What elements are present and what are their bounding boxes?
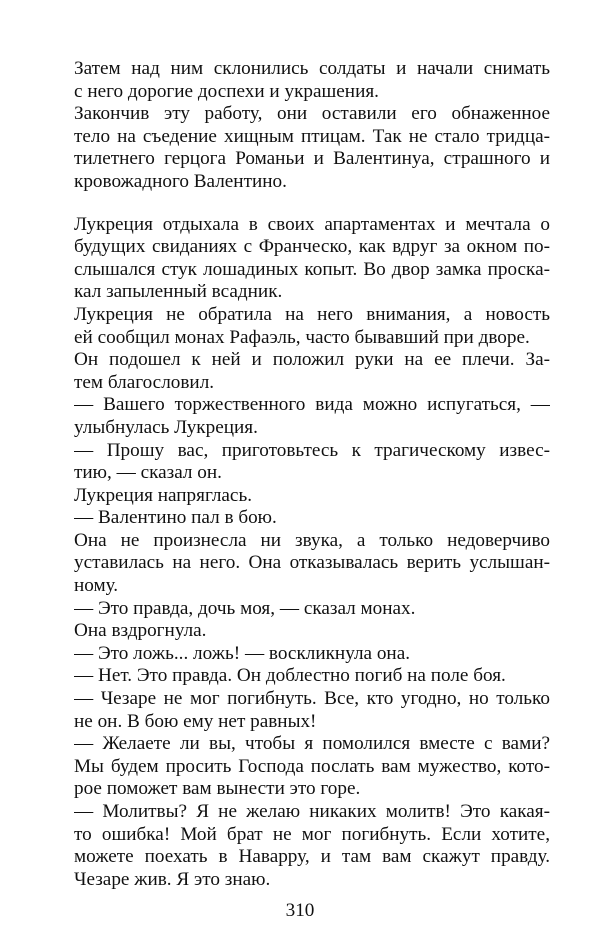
page-text [74,58,550,891]
bottom-paragraph [74,801,550,891]
text-line: ному. [74,575,119,597]
section-break [74,194,550,214]
text-line: слышался стук лошадиных копыт. Во двор замка проска- [74,258,550,280]
bottom-paragraph [74,507,550,530]
text-line: рое поможет вам вынести это горе. [74,778,361,800]
text-line: можете поехать в Наварру, и там вам скажут правду. [74,846,550,868]
bottom-paragraph [74,394,550,439]
bottom-paragraph [74,530,550,598]
bottom-paragraph [74,349,550,394]
text-line: — Желаете ли вы, чтобы я помолился вместе с вами? [74,733,550,755]
top-paragraph [74,103,550,193]
text-line: Мы будем просить Господа послать вам мужество, кото- [74,755,550,777]
bottom-paragraph [74,598,550,621]
text-line: Лукреция напряглась. [74,484,252,506]
text-line: Он подошел к ней и положил руки на ее плечи. За- [74,349,550,371]
text-line: тело на съедение хищным птицам. Так не стало тридца- [74,125,550,147]
text-line: Затем над ним склонились солдаты и начали снимать [74,58,550,79]
text-line: уставилась на него. Она отказывалась верить услышан- [74,552,550,574]
text-line: — Прошу вас, приготовьтесь к трагическому извес- [74,439,550,461]
text-line: Лукреция отдыхала в своих апартаментах и мечтала о [74,213,550,235]
text-line: ей сообщил монах Рафаэль, часто бывавший при дворе. [74,326,530,348]
top-paragraph [74,58,550,103]
bottom-paragraph [74,304,550,349]
text-line: тем благословил. [74,371,215,393]
text-line: Закончив эту работу, они оставили его обнаженное [74,103,550,125]
text-line: Она вздрогнула. [74,620,207,642]
text-line: — Молитвы? Я не желаю никаких молитв! Это какая- [74,801,550,822]
text-block-top [74,58,550,194]
text-line: тилетнего герцога Романьи и Валентинуа, страшного и [74,148,550,170]
text-line: Она не произнесла ни звука, а только недоверчиво [74,529,550,551]
text-line: улыбнулась Лукреция. [74,416,258,438]
text-line: Лукреция не обратила на него внимания, а новость [74,303,550,325]
text-line: Чезаре жив. Я это знаю. [74,868,271,890]
text-line: — Вашего торжественного вида можно испугаться, — [74,394,550,416]
bottom-paragraph [74,485,550,508]
text-line: кровожадного Валентино. [74,170,287,192]
text-block-bottom [74,214,550,892]
text-line: — Чезаре не мог погибнуть. Все, кто угодно, но только [74,688,550,710]
bottom-paragraph [74,214,550,304]
bottom-paragraph [74,688,550,733]
text-line: с него дорогие доспехи и украшения. [74,80,379,102]
text-line: не он. В бою ему нет равных! [74,710,317,732]
bottom-paragraph [74,440,550,485]
text-line: кал запыленный всадник. [74,281,283,303]
text-line: — Это правда, дочь моя, — сказал монах. [74,597,416,619]
bottom-paragraph [74,643,550,666]
bottom-paragraph [74,620,550,643]
page-number: 310 [285,900,315,921]
bottom-paragraph [74,665,550,688]
text-line: — Нет. Это правда. Он доблестно погиб на поле боя. [74,665,506,687]
text-line: будущих свиданиях с Франческо, как вдруг за окном по- [74,236,550,258]
text-line: — Валентино пал в бою. [74,507,277,529]
text-line: — Это ложь... ложь! — воскликнула она. [74,642,411,664]
bottom-paragraph [74,733,550,801]
text-line: тию, — сказал он. [74,462,222,484]
text-line: то ошибка! Мой брат не мог погибнуть. Если хотите, [74,823,550,845]
